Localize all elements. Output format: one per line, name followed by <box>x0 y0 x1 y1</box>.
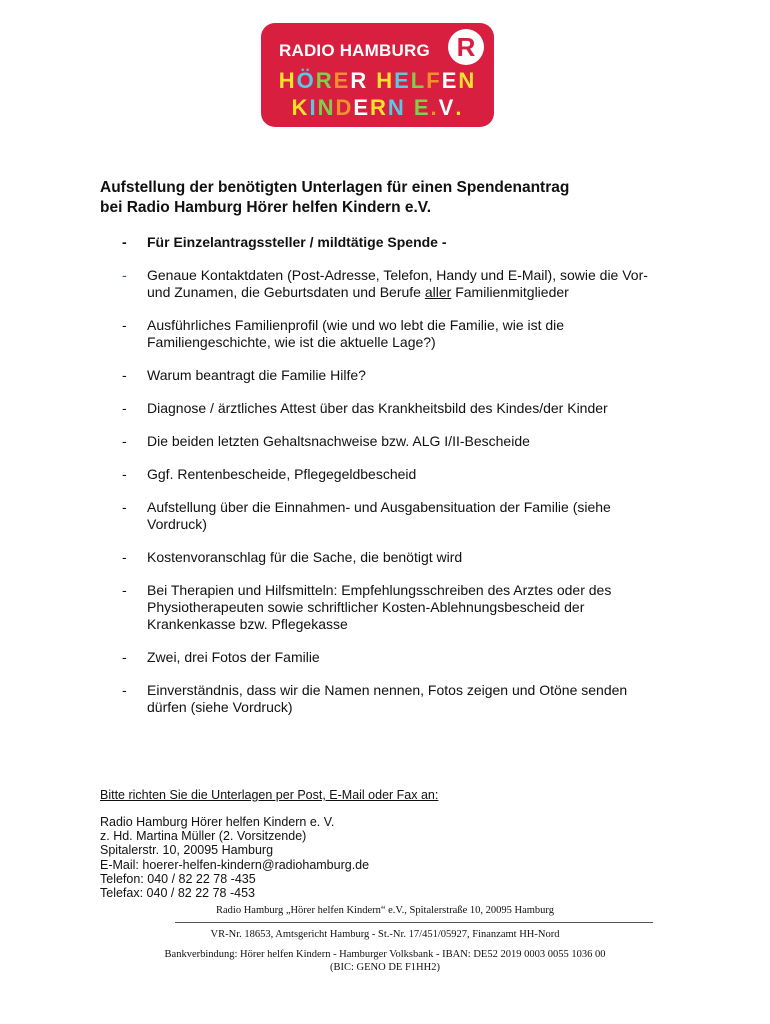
underlined-word: aller <box>424 284 452 300</box>
logo-letter: E <box>413 95 431 120</box>
logo-letter: N <box>387 95 406 120</box>
logo-letter: I <box>309 95 318 120</box>
list-item-text: Bei Therapien und Hilfsmitteln: Empfehlungsschreiben des Arztes oder des Physiotherapeuten sowie schriftlicher Kosten-Ablehnungsbescheid der Krankenkasse bzw. Pflegekasse <box>147 582 612 632</box>
list-dash: - <box>122 267 127 283</box>
title-line-2: bei Radio Hamburg Hörer helfen Kindern e.V. <box>100 199 432 216</box>
contact-address <box>100 815 369 900</box>
logo-slogan-line2 <box>271 95 484 121</box>
logo-letter: F <box>426 68 442 93</box>
list-item <box>122 317 662 351</box>
address-phone: Telefon: 040 / 82 22 78 -435 <box>100 871 256 886</box>
address-org: Radio Hamburg Hörer helfen Kindern e. V. <box>100 815 335 829</box>
list-dash: - <box>122 433 127 449</box>
footer-registry: VR-Nr. 18653, Amtsgericht Hamburg - St.-Nr. 17/451/05927, Finanzamt HH-Nord <box>210 929 560 940</box>
list-item-text <box>147 267 648 300</box>
list-item <box>122 400 662 417</box>
logo-letter: Ö <box>296 68 316 93</box>
address-fax: Telefax: 040 / 82 22 78 -453 <box>100 886 255 901</box>
list-item-text: Einverständnis, dass wir die Namen nennen, Fotos zeigen und Otöne senden dürfen (siehe Vordruck) <box>147 682 628 715</box>
list-dash: - <box>122 234 127 250</box>
footer-address: Radio Hamburg „Hörer helfen Kindern“ e.V., Spitalerstraße 10, 20095 Hamburg <box>216 905 554 916</box>
logo-letter: L <box>410 68 427 93</box>
list-item <box>122 367 662 384</box>
item-text-main: Genaue Kontaktdaten (Post-Adresse, Telefon, Handy und E-Mail), sowie die Vor-und Zunamen, die Geburtsdaten und Berufe <box>147 267 648 300</box>
list-item <box>122 499 662 533</box>
list-item-text: Ggf. Rentenbescheide, Pflegegeldbescheid <box>147 466 417 482</box>
title-line-1: Aufstellung der benötigten Unterlagen für einen Spendenantrag <box>100 179 570 196</box>
list-item-text: Die beiden letzten Gehaltsnachweise bzw. ALG I/II-Bescheide <box>147 433 530 449</box>
logo-letter: . <box>430 95 439 120</box>
list-dash: - <box>122 582 127 598</box>
list-item-text: Kostenvoranschlag für die Sache, die benötigt wird <box>147 549 463 565</box>
footer-divider <box>175 922 653 923</box>
list-dash: - <box>122 499 127 515</box>
list-item-text: Aufstellung über die Einnahmen- und Ausgabensituation der Familie (siehe Vordruck) <box>147 499 611 532</box>
document-title <box>100 178 670 218</box>
list-dash: - <box>122 466 127 482</box>
list-dash: - <box>122 367 127 383</box>
logo-slogan-line1 <box>271 68 484 94</box>
address-email[interactable]: E-Mail: hoerer-helfen-kindern@radiohamburg.de <box>100 857 370 872</box>
list-dash: - <box>122 649 127 665</box>
logo-letter: V <box>438 95 456 120</box>
list-item-text: Ausführliches Familienprofil (wie und wo lebt die Familie, wie ist die Familiengeschichte, wie ist die aktuelle Lage?) <box>147 317 565 350</box>
list-item <box>122 234 662 251</box>
list-dash: - <box>122 400 127 416</box>
logo-letter: H <box>376 68 395 93</box>
document-list <box>122 234 662 732</box>
logo-letter: D <box>335 95 354 120</box>
list-item <box>122 433 662 450</box>
item-text-tail: Familienmitglieder <box>455 284 569 300</box>
footer-bank <box>100 948 670 974</box>
list-item <box>122 267 662 301</box>
logo-letter: E <box>394 68 411 93</box>
address-street: Spitalerstr. 10, 20095 Hamburg <box>100 843 274 858</box>
logo-r-badge: R <box>448 29 484 65</box>
logo-letter: E <box>353 95 371 120</box>
logo-letter: E <box>441 68 459 93</box>
list-dash: - <box>122 549 127 565</box>
logo-letter: E <box>333 68 351 93</box>
logo-letter: N <box>317 95 336 120</box>
logo-letter: N <box>458 68 477 93</box>
organization-logo <box>261 23 494 127</box>
list-item-text: Für Einzelantragssteller / mildtätige Spende - <box>147 234 447 250</box>
list-dash: - <box>122 317 127 333</box>
list-item-text: Diagnose / ärztliches Attest über das Krankheitsbild des Kindes/der Kinder <box>147 400 608 416</box>
submission-instruction: Bitte richten Sie die Unterlagen per Post, E-Mail oder Fax an: <box>100 788 439 802</box>
footer-bank-line: Bankverbindung: Hörer helfen Kindern - Hamburger Volksbank - IBAN: DE52 2019 0003 0055 1036 00 <box>164 949 606 960</box>
logo-letter: R <box>350 68 369 93</box>
list-item <box>122 649 662 666</box>
logo-brand-text: RADIO HAMBURG <box>279 41 430 60</box>
footer-bic-line: (BIC: GENO DE F1HH2) <box>330 962 440 973</box>
list-item <box>122 466 662 483</box>
list-item-text: Zwei, drei Fotos der Familie <box>147 649 320 665</box>
logo-letter: . <box>455 95 464 120</box>
list-item <box>122 582 662 633</box>
address-contact-person: z. Hd. Martina Müller (2. Vorsitzende) <box>100 829 307 844</box>
list-item <box>122 549 662 566</box>
list-item <box>122 682 662 716</box>
logo-letter: R <box>370 95 388 120</box>
list-dash: - <box>122 682 127 698</box>
logo-letter: K <box>291 95 310 120</box>
logo-letter: H <box>278 68 297 93</box>
logo-letter: R <box>315 68 334 93</box>
list-item-text: Warum beantragt die Familie Hilfe? <box>147 367 366 383</box>
